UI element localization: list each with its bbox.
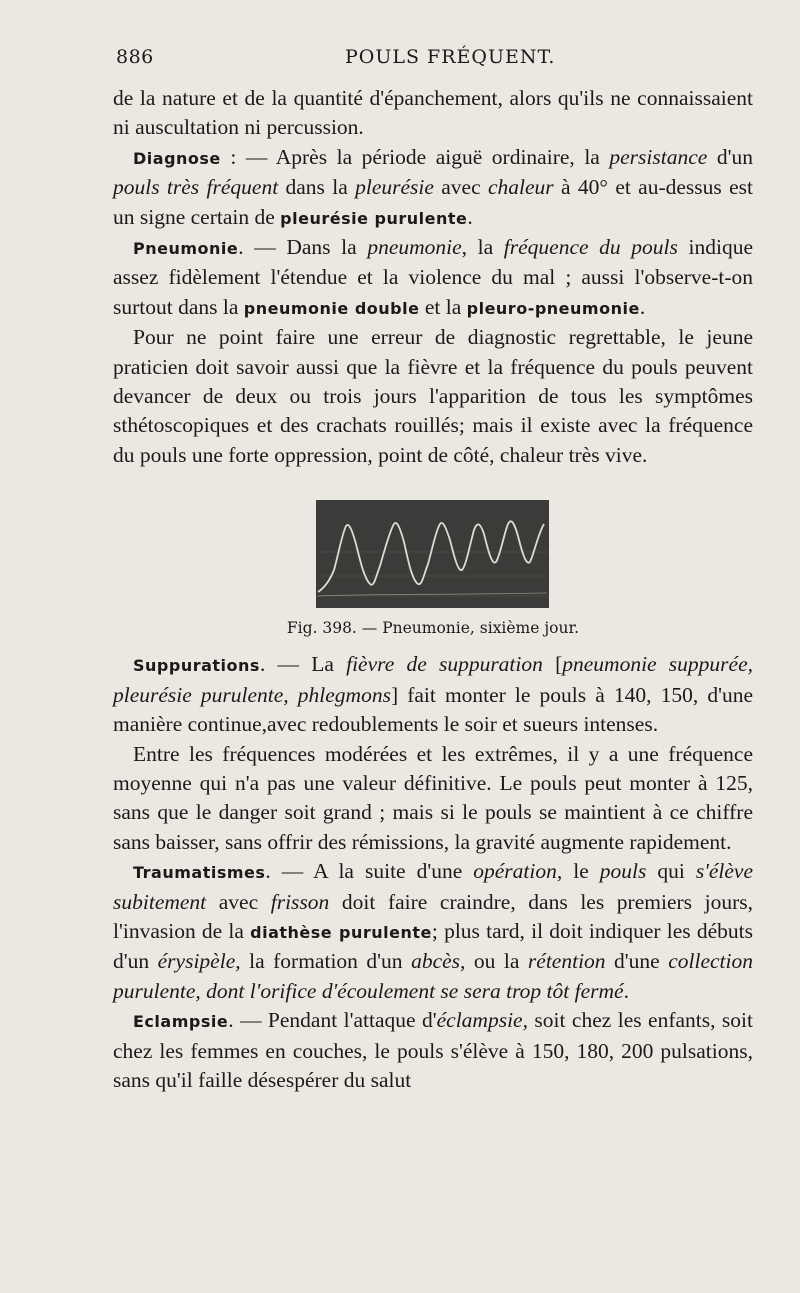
- paragraph-diagnostic-warning: Pour ne point faire une erreur de diagnostic regrettable, le jeune praticien doit savoir aussi que la fièvre et la fréquence du pouls peuvent devancer de deux ou trois jours l'apparition de tous les symptômes sthétoscopiques et des crachats rouillés; mais il existe avec la fréquence du pouls une forte oppression, point de côté, chaleur très vive.: [113, 325, 753, 467]
- figure-398: [113, 500, 753, 650]
- sphygmogram-icon: [316, 500, 549, 608]
- running-title: POULS FRÉQUENT.: [345, 46, 556, 68]
- paragraph-traumatismes: Traumatismes. — A la suite d'une opération, le pouls qui s'élève subitement avec frisson doit faire craindre, dans les premiers jours, l'invasion de la diathèse purulente; plus tard, il doit indiquer les débuts d'un érysipèle, la formation d'un abcès, ou la rétention d'une collection purulente, dont l'orifice d'écoulement se sera trop tôt fermé.: [113, 859, 754, 1003]
- section-heading-pneumonie: Pneumonie: [133, 239, 239, 259]
- page-number: 886: [116, 46, 154, 68]
- section-heading-traumatismes: Traumatismes: [133, 863, 266, 883]
- paragraph-eclampsie: Eclampsie. — Pendant l'attaque d'éclampsie, soit chez les enfants, soit chez les femmes en couches, le pouls s'élève à 150, 180, 200 pulsations, sans qu'il faille désespérer du salut: [113, 1008, 753, 1092]
- section-heading-diagnose: Diagnose: [133, 148, 221, 168]
- section-heading-suppurations: Suppurations: [133, 656, 260, 676]
- paragraph-continuation: de la nature et de la quantité d'épanchement, alors qu'ils ne connaissaient ni auscultation ni percussion.: [113, 86, 753, 140]
- paragraph-frequences: Entre les fréquences modérées et les extrêmes, il y a une fréquence moyenne qui n'a pas une valeur définitive. Le pouls peut monter à 125, sans que le danger soit grand ; mais si le pouls se maintient à ce chiffre sans baisser, sans offrir des rémissions, la gravité augmente rapidement.: [113, 741, 753, 854]
- paragraph-pneumonie: Pneumonie. — Dans la pneumonie, la fréquence du pouls indique assez fidèlement l'étendue et la violence du mal ; aussi l'observe-t-on surtout dans la pneumonie double et la pleuro-pneumonie.: [113, 235, 753, 319]
- page-header: [0, 44, 800, 74]
- page-body: [113, 84, 753, 1095]
- pulse-tracing-image: [316, 500, 549, 608]
- paragraph-diagnose: Diagnose : — Après la période aiguë ordinaire, la persistance d'un pouls très fréquent dans la pleurésie avec chaleur à 40° et au-dessus est un signe certain de pleurésie purulente.: [113, 144, 754, 229]
- section-heading-eclampsie: Eclampsie: [133, 1012, 229, 1032]
- figure-caption: Fig. 398. — Pneumonie, sixième jour.: [286, 619, 580, 638]
- paragraph-suppurations: Suppurations. — La fièvre de suppuration [pneumonie suppurée, pleurésie purulente, phlegmons] fait monter le pouls à 140, 150, d'une manière continue,avec redoublements le soir et sueurs intenses.: [113, 652, 753, 737]
